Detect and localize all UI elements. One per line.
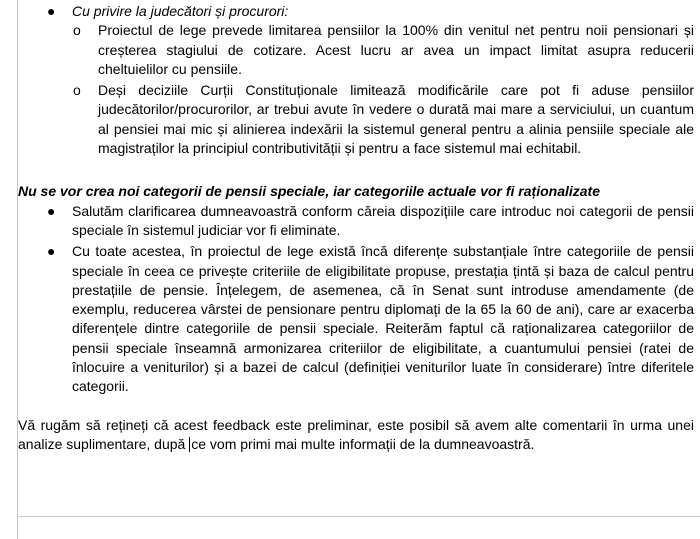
bullet-text: Cu toate acestea, în proiectul de lege există încă diferențe substanțiale între categoriile de pensii speciale în ceea ce privește criteriile de eligibilitate propuse, prestația țintă și baza de calcul pentru prestațiile de pensie. Înțelegem, de asemenea, că în Senat sunt introduse amendamente (de exemplu, reducerea vârstei de pensionare pentru diplomați de la 65 la 60 de ani), care ar exacerba diferențele dintre categoriile de pensii speciale. Reiterăm faptul că raționalizarea categoriilor de pensii speciale înseamnă armonizarea criteriilor de eligibilitate, a cuantumului pensiei (ratei de înlocuire a veniturilor) și a bazei de calcul (definiției veniturilor luate în considerare) între diferitele categorii. bbox=[72, 243, 694, 395]
bullet-dot-icon: ● bbox=[47, 243, 56, 260]
document-body[interactable] bbox=[20, 2, 694, 454]
bullet-title: Cu privire la judecători și procurori: bbox=[72, 3, 289, 19]
page-bottom-edge bbox=[17, 516, 700, 517]
closing-text-part-1: Vă rugăm să rețineți că acest feedback este preliminar, este posibil să avem alte comentarii în urma unei analize suplimentare, după bbox=[18, 416, 694, 452]
bullet-dot-icon: ● bbox=[47, 3, 56, 19]
sub-item bbox=[20, 21, 694, 79]
bullet-dot-icon: ● bbox=[47, 202, 56, 219]
page-left-edge bbox=[17, 0, 18, 539]
sub-item-text: Proiectul de lege prevede limitarea pensiilor la 100% din venitul net pentru noii pensionari și creșterea stagiului de cotizare. Acest lucru ar avea un impact limitat asupra reducerii cheltuielilor cu pensiile. bbox=[98, 22, 694, 77]
sub-item bbox=[20, 81, 694, 158]
bullet-item bbox=[20, 202, 694, 241]
section-heading: Nu se vor crea noi categorii de pensii speciale, iar categoriile actuale vor fi raționalizate bbox=[18, 183, 600, 200]
closing-paragraph bbox=[18, 416, 694, 455]
bullet-text: Salutăm clarificarea dumneavoastră conform căreia dispozițiile care introduc noi categorii de pensii speciale în sistemul judiciar vor fi eliminate. bbox=[72, 202, 694, 238]
bullet-item bbox=[20, 242, 694, 396]
closing-text-part-2: ce vom primi mai multe informații de la dumneavoastră. bbox=[191, 435, 535, 452]
circle-bullet-icon: o bbox=[73, 82, 81, 99]
sub-item-text: Deși deciziile Curții Constituționale limitează modificările care pot fi aduse pensiilor judecătorilor/procurorilor, ar trebui avute în vedere o durată mai mare a serviciului, un cuantum al pensiei mai mic și alinierea indexării la sistemul general pentru a alinia pensiile speciale ale magistraților la principiul contributivității și pentru a face sistemul mai echitabil. bbox=[98, 82, 694, 157]
bullet-item-judges bbox=[20, 2, 694, 21]
circle-bullet-icon: o bbox=[73, 22, 81, 39]
